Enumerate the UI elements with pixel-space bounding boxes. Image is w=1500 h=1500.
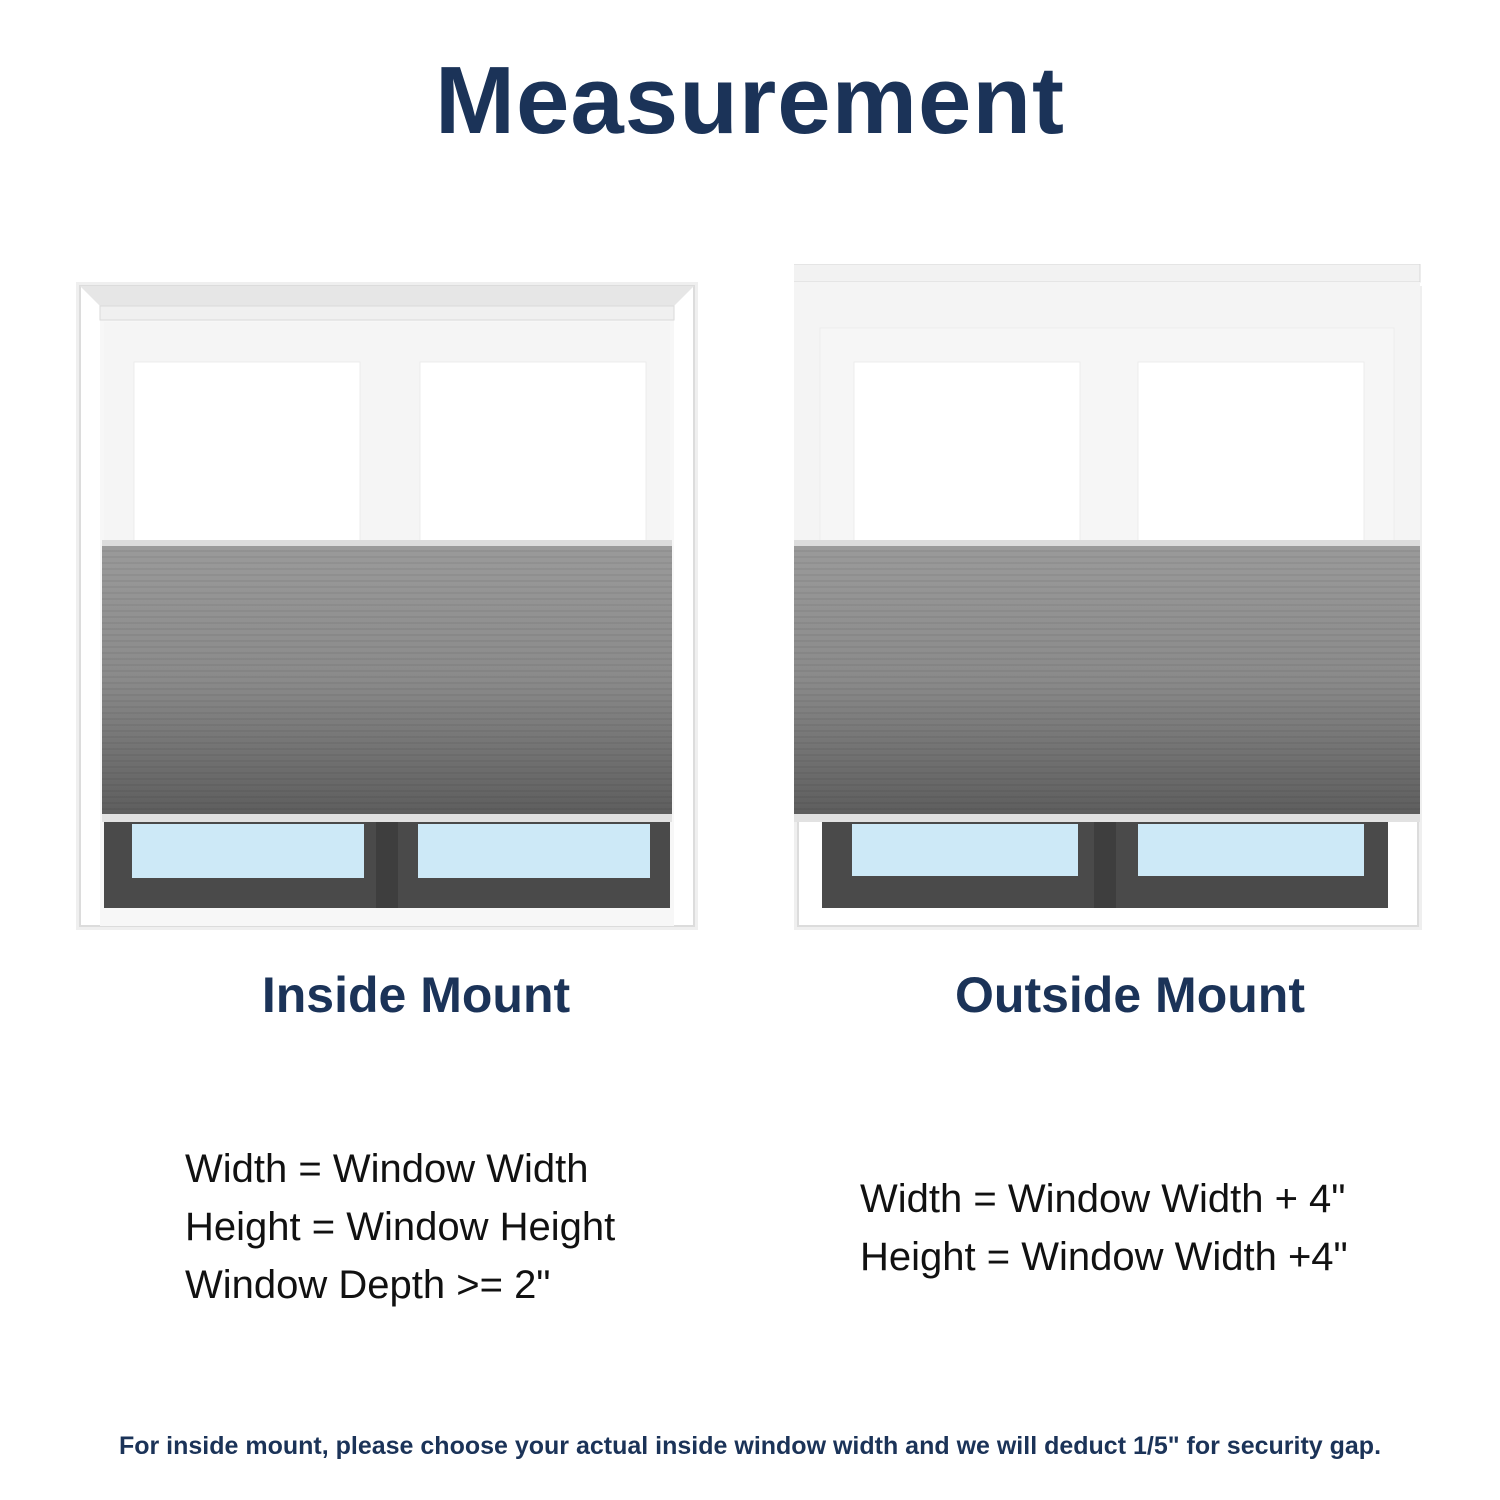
inside-mount-illustration — [76, 282, 698, 930]
outside-mount-formula — [860, 1170, 1348, 1286]
inside-depth-rule: Window Depth >= 2" — [185, 1263, 551, 1307]
inside-height-rule: Height = Window Height — [185, 1205, 616, 1249]
inside-mount-formula — [185, 1140, 615, 1314]
outside-height-rule: Height = Window Width +4" — [860, 1235, 1348, 1279]
inside-mount-note: For inside mount, please choose your actual inside window width and we will deduct 1/5" for security gap. — [118, 1432, 1382, 1460]
outside-mount-illustration — [794, 264, 1422, 930]
inside-mount-label: Inside Mount — [261, 967, 571, 1023]
page-title: Measurement — [435, 47, 1065, 154]
outside-width-rule: Width = Window Width + 4" — [860, 1177, 1346, 1221]
outside-mount-label: Outside Mount — [955, 967, 1305, 1023]
inside-width-rule: Width = Window Width — [185, 1147, 589, 1191]
